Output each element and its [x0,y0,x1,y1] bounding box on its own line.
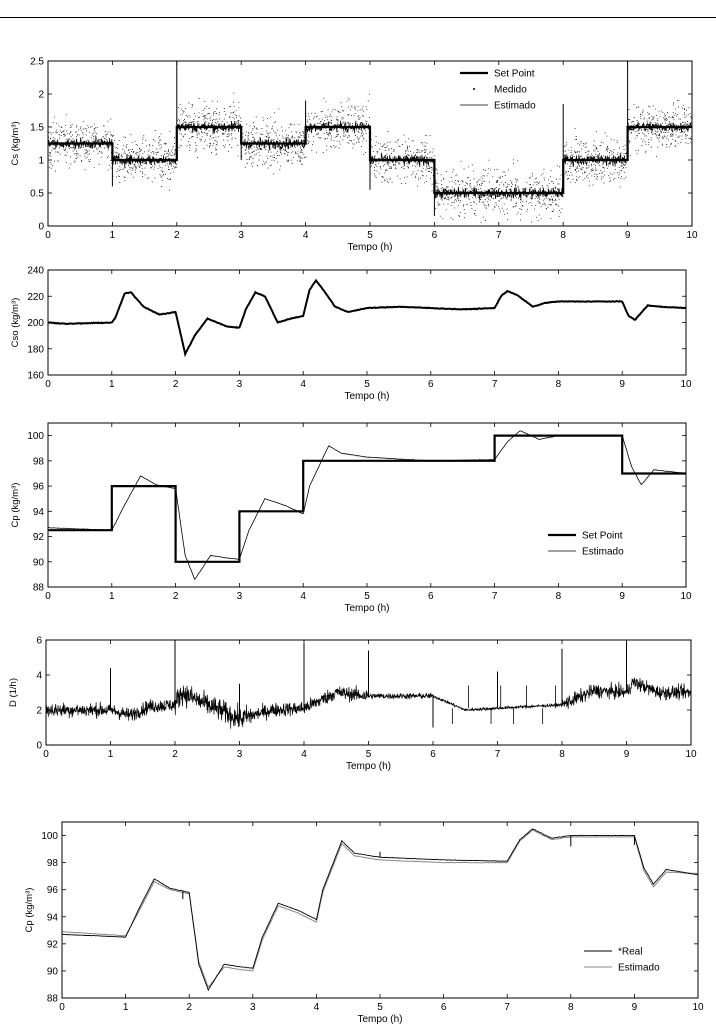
legend-entry: Medido [494,84,527,96]
x-tick-label: 4 [300,591,306,602]
x-tick-label: 5 [377,1002,383,1013]
x-tick-label: 3 [236,591,243,602]
x-tick-label: 8 [555,591,562,602]
y-tick-label: 90 [32,557,44,569]
plot-area-cs [48,61,693,222]
legend-entry: Set Point [494,68,535,80]
x-tick-label: 0 [43,749,49,760]
x-tick-label: 7 [504,1002,510,1013]
panel-d [8,636,697,773]
x-tick-label: 5 [364,591,370,602]
x-tick-label: 9 [619,591,625,602]
plot-area-cp2 [62,829,698,990]
y-tick-label: 90 [46,966,58,978]
y-axis-label: D (1/h) [8,677,19,708]
x-tick-label: 6 [428,591,434,602]
y-tick-label: 220 [27,291,44,303]
x-tick-label: 0 [59,1002,65,1013]
x-tick-label: 1 [122,1002,129,1013]
y-tick-label: 100 [41,831,58,843]
y-tick-label: 98 [32,456,44,468]
x-tick-label: 7 [494,749,501,760]
y-tick-label: 2 [38,89,44,101]
x-tick-label: 2 [172,591,179,602]
y-tick-label: 98 [46,858,58,870]
y-tick-label: 160 [27,370,44,382]
x-tick-label: 8 [568,1002,574,1013]
x-tick-label: 4 [300,379,306,390]
y-tick-label: 0 [38,221,44,233]
x-tick-label: 6 [440,1002,447,1013]
y-tick-label: 4 [36,670,42,682]
x-tick-label: 5 [365,749,372,760]
x-tick-label: 6 [430,749,436,760]
x-tick-label: 4 [302,230,309,241]
x-tick-label: 2 [186,1002,192,1013]
x-tick-label: 6 [431,230,438,241]
x-axis-label: Tempo (h) [344,391,390,402]
x-tick-label: 2 [172,749,178,760]
y-axis-label: Cs (kg/m³) [10,121,21,166]
x-tick-label: 3 [236,749,243,760]
y-axis-label: Cso (kg/m³) [10,297,21,348]
y-tick-label: 240 [27,265,44,277]
x-tick-label: 1 [109,379,115,390]
x-tick-label: 4 [301,749,307,760]
x-tick-label: 9 [623,749,630,760]
panel-cs [10,57,698,254]
x-tick-label: 7 [496,230,502,241]
x-tick-label: 8 [555,379,562,390]
y-tick-label: 180 [27,344,44,356]
x-tick-label: 7 [491,379,498,390]
x-tick-label: 2 [174,230,180,241]
x-axis-label: Tempo (h) [345,761,392,772]
x-tick-label: 4 [313,1002,320,1013]
y-axis-label: Cp (kg/m³) [10,482,21,528]
y-axis-label: Cp (kg/m³) [24,887,35,933]
y-tick-label: 88 [32,582,44,594]
x-tick-label: 1 [109,591,115,602]
plot-area-d [46,640,691,729]
y-tick-label: 94 [32,506,44,518]
plot-area-cso [48,281,686,355]
legend-entry: Set Point [582,530,623,542]
x-tick-label: 3 [250,1002,256,1013]
y-tick-label: 0.5 [30,188,44,200]
x-tick-label: 9 [619,379,625,390]
x-tick-label: 5 [364,379,370,390]
x-tick-label: 10 [686,230,698,241]
x-tick-label: 8 [560,230,566,241]
x-tick-label: 10 [680,379,692,390]
x-tick-label: 3 [238,230,244,241]
y-tick-label: 96 [32,481,44,493]
y-tick-label: 200 [27,318,44,329]
y-tick-label: 1.5 [30,122,44,134]
panel-cso [10,266,692,403]
x-tick-label: 9 [624,230,631,241]
x-axis-label: Tempo (h) [347,242,393,253]
x-tick-label: 9 [631,1002,638,1013]
x-axis-label: Tempo (h) [357,1014,403,1025]
x-tick-label: 0 [45,591,51,602]
y-tick-label: 94 [46,912,58,924]
x-tick-label: 6 [428,379,434,390]
cso-line [48,281,686,355]
x-tick-label: 10 [680,591,692,602]
y-tick-label: 92 [32,532,44,544]
x-tick-label: 2 [172,379,179,390]
x-tick-label: 8 [559,749,565,760]
y-tick-label: 2 [36,705,42,717]
y-tick-label: 0 [36,740,42,752]
plot-frame [62,822,698,998]
x-tick-label: 10 [692,1002,704,1013]
legend-entry: Estimado [618,962,660,974]
y-tick-label: 88 [46,993,58,1005]
x-tick-label: 7 [491,591,498,602]
plot-frame [48,423,686,587]
y-tick-label: 92 [46,939,58,951]
legend-entry: Estimado [494,100,536,112]
x-axis-label: Tempo (h) [344,603,390,614]
x-tick-label: 3 [236,379,243,390]
panel-cp2 [24,822,704,1025]
panel-cp [10,423,692,614]
legend-marker [473,88,475,90]
y-tick-label: 1 [38,155,44,167]
legend-entry: Estimado [582,546,624,558]
legend-entry: *Real [618,946,643,958]
x-tick-label: 1 [109,230,116,241]
x-tick-label: 0 [45,379,51,390]
setpoint-line [48,436,686,562]
x-tick-label: 5 [367,230,373,241]
x-tick-label: 1 [107,749,114,760]
x-tick-label: 10 [685,749,697,760]
plot-frame [48,270,686,375]
y-tick-label: 100 [27,431,44,443]
y-tick-label: 96 [46,885,58,897]
x-tick-label: 0 [45,230,51,241]
y-tick-label: 6 [36,635,42,647]
y-tick-label: 2.5 [30,56,44,68]
